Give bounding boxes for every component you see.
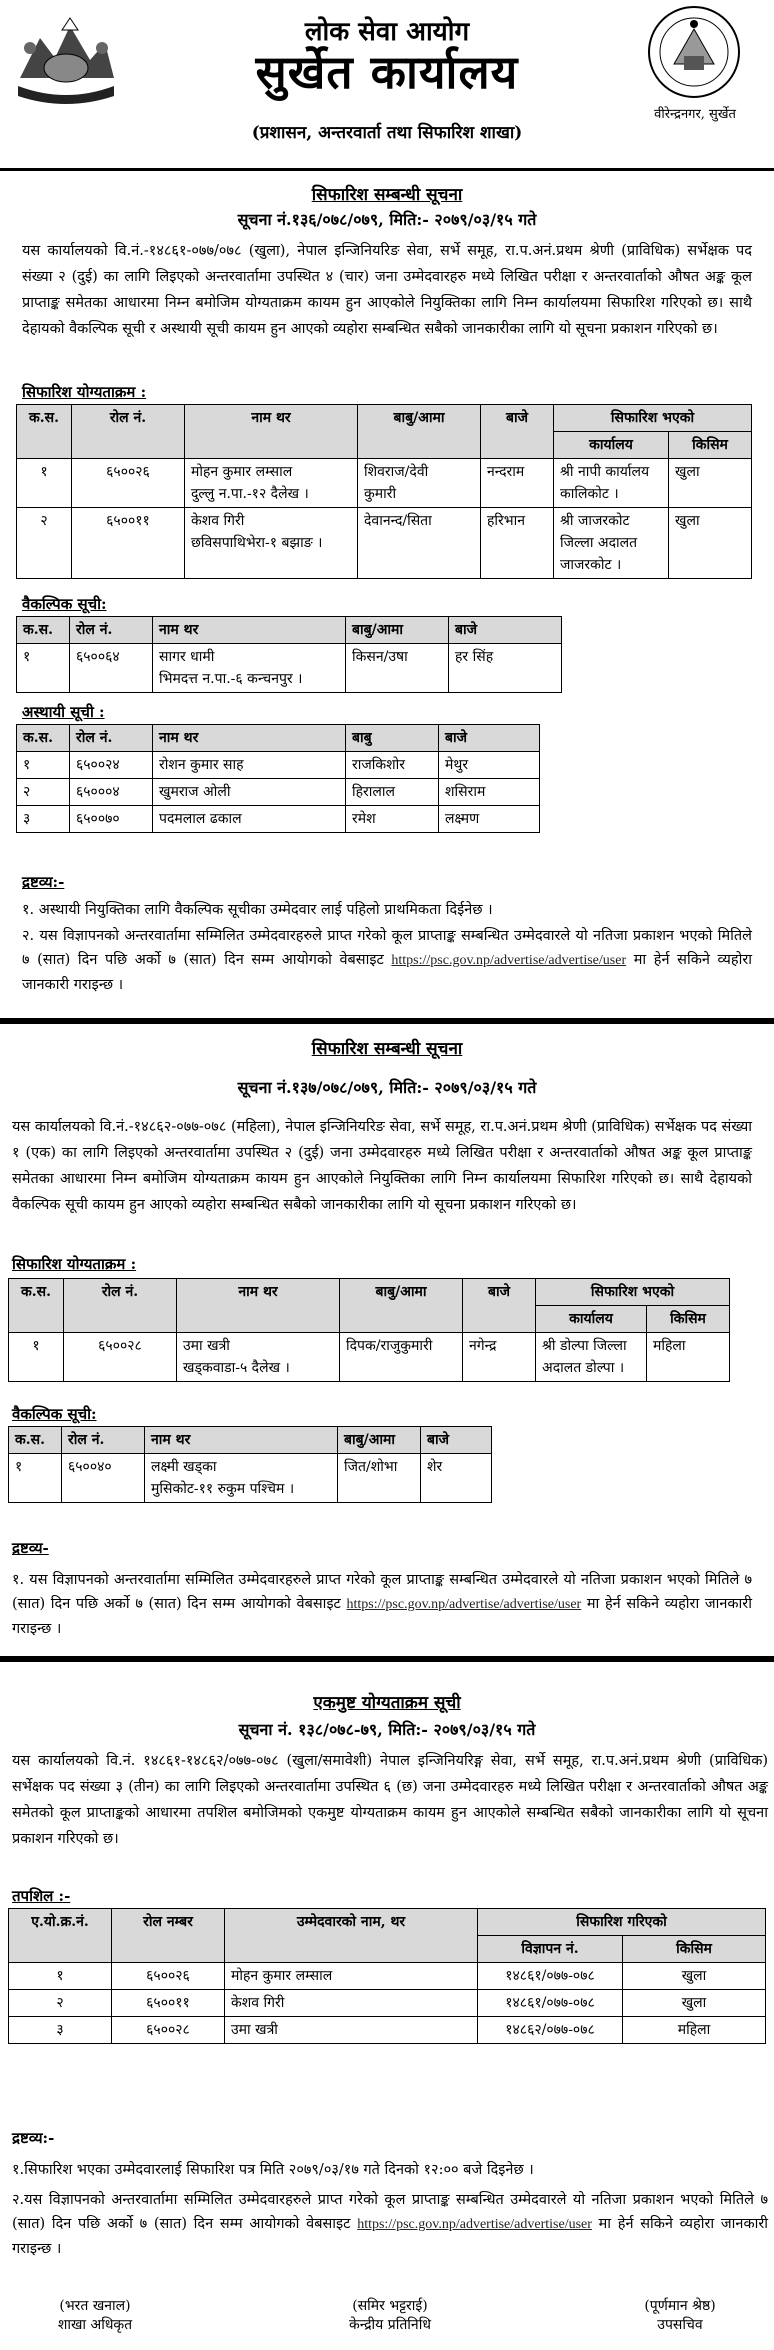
cell-sn: २ [17,508,72,579]
col-grandfather: बाजे [449,617,562,644]
signatory-role: उपसचिव [657,2317,703,2333]
cell-sn: २ [9,1990,112,2017]
psc-website-link[interactable]: https://psc.gov.np/advertise/advertise/user [391,953,627,968]
cell-office [554,508,669,579]
col-type: किसिम [623,1936,766,1963]
col-parent: बाबु/आमा [358,405,481,459]
cell-parent: हिरालाल [346,779,439,806]
notice2-notes-heading: द्रष्टव्य- [12,1539,49,1557]
table-row [17,459,752,508]
cell-adv-no: १४८६१/०७७-०७८ [478,1990,623,2017]
cell-grandfather: हर सिंह [449,644,562,693]
notice3-note2 [12,2188,768,2261]
notice3-notes-heading: द्रष्टव्य:- [12,2129,55,2147]
cell-name: केशव गिरी [225,1990,478,2017]
notice3-detail-heading: तपशिल :- [12,1887,71,1905]
notice2-note1-end: मा हेर्न सकिने व्यहोरा जानकारी गराइन्छ । [12,1596,752,1637]
cell-office-line: जाजरकोट । [560,557,622,573]
notice2-alt-table [8,1426,492,1503]
table-row [17,779,540,806]
col-name: नाम थर [185,405,358,459]
col-sn: क.स. [9,1427,62,1454]
notice2-alt-heading: वैकल्पिक सूची: [12,1405,97,1423]
notice1-temp-heading: अस्थायी सूची : [22,703,105,721]
office-location: वीरेन्द्रनगर, सुर्खेत [654,107,736,122]
notice3-paragraph: यस कार्यालयको वि.नं. १४८६१-१४८६२/०७७-०७८ (खुला/समावेशी) नेपाल इन्जिनियरिङ्ग सेवा, सर्भे समूह, रा.प.अनं.प्रथम श्रेणी (प्राविधिक) सर्भेक्षक पद संख्या ३ (तीन) का लागि लिइएको अन्तरवार्तामा उपस्थित ६ (छ) जना उम्मेदवारहरु मध्ये लिखित परीक्षा र अन्तरवार्ताको औषत अङ्क समेतको कूल प्राप्ताङ्कको आधारमा तपशिल बमोजिमको एकमुष्ट योग्यताक्रम कायम हुन आएकोले सम्बन्धित सबैको जानकारीका लागि यो सूचना प्रकाशन गरिएको छ। [12,1753,768,1847]
notice2-number: सूचना नं.१३७/०७८/०७९, मिति:- २०७९/०३/१५ गते [237,1078,537,1097]
cell-office-line: श्री नापी कार्यालय [560,464,650,480]
signature-block [310,2296,470,2334]
cell-roll: ६५००११ [72,508,185,579]
org-name: लोक सेवा आयोग [304,17,470,47]
cell-roll: ६५००२४ [70,752,153,779]
notice2-note1-text: १. यस विज्ञापनको अन्तरवार्तामा सम्मिलित उम्मेदवारहरुले प्राप्त गरेको कूल प्राप्ताङ्क सम्बन्धित उम्मेदवारले यो नतिजा प्रकाशन भएको मितिले ७ (सात) दिन पछि अर्को ७ (सात) दिन सम्म आयोगको वेबसाइट [12,1572,752,1612]
psc-website-link[interactable]: https://psc.gov.np/advertise/advertise/user [357,2217,592,2232]
cell-parent-line: शिवराज/देवी [364,464,429,480]
notice1-temp-table [16,724,540,833]
table-row [9,1963,766,1990]
col-roll: रोल नं. [62,1427,145,1454]
col-name: नाम थर [153,725,346,752]
col-recommended: सिफारिश भएको [554,405,752,432]
cell-office-line: श्री जाजरकोट [560,513,630,529]
col-type: किसिम [669,432,752,459]
notice3-number: सूचना नं. १३८/०७८-७९, मिति:- २०७९/०३/१५ गते [238,1720,536,1739]
cell-parent: किसन/उषा [346,644,449,693]
notice1-merit-heading: सिफारिश योग्यताक्रम : [22,383,147,401]
col-sn: ए.यो.क्र.नं. [9,1909,112,1963]
cell-parent-line: कुमारी [364,486,397,502]
cell-sn: १ [17,459,72,508]
cell-name: खुमराज ओली [153,779,346,806]
cell-sn: १ [9,1454,62,1503]
cell-sn: १ [9,1333,64,1382]
notice2-merit-table [8,1278,730,1382]
table-row [17,806,540,833]
col-name: नाम थर [177,1279,340,1333]
notice1-note2 [22,924,752,997]
cell-sn: १ [9,1963,112,1990]
notice3-note2-end: मा हेर्न सकिने व्यहोरा जानकारी गराइन्छ । [12,2216,769,2257]
cell-sn: १ [17,644,70,693]
cell-name-line: लक्ष्मी खड्का [151,1459,217,1475]
cell-roll: ६५००२८ [64,1333,177,1382]
cell-office [554,459,669,508]
cell-adv-no: १४८६२/०७७-०७८ [478,2017,623,2044]
col-adv-no: विज्ञापन नं. [478,1936,623,1963]
signatory-name: (समिर भट्टराई) [352,2298,428,2314]
cell-name-line: केशव गिरी [191,513,245,529]
notice3-note1: १.सिफारिश भएका उम्मेदवारलाई सिफारिश पत्र मिति २०७९/०३/१७ गते दिनको १२:०० बजे दिइनेछ । [12,2162,534,2178]
notice3-note2-text: २.यस विज्ञापनको अन्तरवार्तामा सम्मिलित उम्मेदवारहरुले प्राप्त गरेको कूल प्राप्ताङ्क सम्बन्धित उम्मेदवारले यो नतिजा प्रकाशन भएको मितिले ७ (सात) दिन पछि अर्को ७ (सात) दिन सम्म आयोगको वेबसाइट [12,2192,768,2232]
col-sn: क.स. [17,405,72,459]
notice1-paragraph: यस कार्यालयको वि.नं.-१४८६१-०७७/०७८ (खुला), नेपाल इन्जिनियरिङ सेवा, सर्भे समूह, रा.प.अनं.प्रथम श्रेणी (प्राविधिक) सर्भेक्षक पद संख्या २ (दुई) का लागि लिइएको अन्तरवार्तामा उपस्थित ४ (चार) जना उम्मेदवारहरु मध्ये लिखित परीक्षा र अन्तरवार्ताको औषत अङ्क कूल प्राप्ताङ्क समेतका आधारमा निम्न बमोजिम योग्यताक्रम कायम हुन आएकोले नियुक्तिका लागि निम्न कार्यालयमा सिफारिश गरिएको छ। साथै देहायको वैकल्पिक सूची र अस्थायी सूची कायम हुन आएको व्यहोरा सम्बन्धित सबैको जानकारीका लागि यो सूचना प्रकाशन गरिएको छ। [22,243,752,337]
cell-roll: ६५००२६ [112,1963,225,1990]
cell-grandfather: नन्दराम [481,459,554,508]
cell-address-line: भिमदत्त न.पा.-६ कन्चनपुर । [159,671,303,687]
col-sn: क.स. [17,725,70,752]
col-sn: क.स. [9,1279,64,1333]
col-grandfather: बाजे [481,405,554,459]
notice2-title: सिफारिश सम्बन्धी सूचना [311,1039,463,1059]
cell-parent: रमेश [346,806,439,833]
psc-logo [644,4,744,100]
col-grandfather: बाजे [439,725,540,752]
col-recommended: सिफारिश गरिएको [478,1909,766,1936]
cell-adv-no: १४८६१/०७७-०७८ [478,1963,623,1990]
cell-grandfather: लक्ष्मण [439,806,540,833]
cell-roll: ६५००२६ [72,459,185,508]
notice1-notes-heading: द्रष्टव्य:- [22,873,65,891]
notice1-note2-end: मा हेर्न सकिने व्यहोरा जानकारी गराइन्छ । [22,952,753,993]
col-name: नाम थर [145,1427,338,1454]
col-roll: रोल नं. [72,405,185,459]
cell-address-line: छविसपाथिभेरा-१ बझाङ । [191,535,323,551]
cell-address-line: दुल्लु न.पा.-१२ दैलेख । [191,486,309,502]
cell-name-line: सागर धामी [159,649,215,665]
cell-office-line: श्री डोल्पा जिल्ला [542,1338,627,1354]
cell-parent: राजकिशोर [346,752,439,779]
cell-office-line: जिल्ला अदालत [560,535,638,551]
cell-name-line: उमा खत्री [183,1338,230,1354]
emblem-icon [10,8,122,106]
col-name: उम्मेदवारको नाम, थर [225,1909,478,1963]
signature-block [20,2296,170,2334]
cell-sn: ३ [17,806,70,833]
cell-name-line: मोहन कुमार लम्साल [191,464,293,480]
cell-parent: देवानन्द/सिता [358,508,481,579]
notice2-paragraph: यस कार्यालयको वि.नं.-१४८६२-०७७-०७८ (महिला), नेपाल इन्जिनियरिङ सेवा, सर्भे समूह, रा.प.अनं.प्रथम श्रेणी (प्राविधिक) सर्भेक्षक पद संख्या १ (एक) का लागि लिइएको अन्तरवार्तामा उपस्थित २ (दुई) जना उम्मेदवारहरु मध्ये लिखित परीक्षा र अन्तरवार्ताको औषत अङ्क कूल प्राप्ताङ्क समेतका आधारमा निम्न बमोजिम योग्यताक्रम कायम हुन आएकोले नियुक्तिका लागि निम्न कार्यालयमा सिफारिश गरिएको छ। साथै देहायको वैकल्पिक सूची कायम हुन आएको व्यहोरा सम्बन्धित सबैको जानकारीका लागि यो सूचना प्रकाशन गरिएको छ। [12,1119,752,1213]
col-sn: क.स. [17,617,70,644]
nepal-emblem [10,8,122,106]
col-recommended: सिफारिश भएको [536,1279,730,1306]
cell-type: खुला [669,459,752,508]
cell-grandfather: हरिभान [481,508,554,579]
notice2-merit-heading: सिफारिश योग्यताक्रम : [12,1255,137,1273]
notice2-note1 [12,1568,752,1641]
cell-type: खुला [669,508,752,579]
col-type: किसिम [647,1306,730,1333]
table-row [17,508,752,579]
table-row [17,752,540,779]
cell-grandfather: मेथुर [439,752,540,779]
col-parent: बाबु/आमा [346,617,449,644]
cell-office [536,1333,647,1382]
col-office: कार्यालय [536,1306,647,1333]
notice1-merit-table [16,404,752,579]
psc-seal-icon [644,4,744,100]
cell-type: खुला [623,1990,766,2017]
col-parent: बाबु/आमा [338,1427,421,1454]
cell-name [177,1333,340,1382]
table-row [17,644,562,693]
cell-roll: ६५००६४ [70,644,153,693]
signatory-name: (पूर्णमान श्रेष्ठ) [644,2298,716,2314]
col-parent: बाबु/आमा [340,1279,463,1333]
section-divider [0,1656,774,1662]
cell-name: मोहन कुमार लम्साल [225,1963,478,1990]
cell-name [185,459,358,508]
cell-name: रोशन कुमार साह [153,752,346,779]
table-row [9,1333,730,1382]
cell-roll: ६५०००४ [70,779,153,806]
cell-grandfather: नगेन्द्र [463,1333,536,1382]
section-divider [0,1018,774,1024]
col-grandfather: बाजे [463,1279,536,1333]
table-row [9,2017,766,2044]
cell-type: महिला [647,1333,730,1382]
cell-address-line: मुसिकोट-११ रुकुम पश्चिम । [151,1481,295,1497]
table-row [9,1454,492,1503]
cell-roll: ६५००११ [112,1990,225,2017]
cell-parent [358,459,481,508]
cell-grandfather: शसिराम [439,779,540,806]
notice3-title: एकमुष्ट योग्यताक्रम सूची [313,1693,461,1713]
cell-type: महिला [623,2017,766,2044]
signatory-role: केन्द्रीय प्रतिनिधि [349,2317,431,2333]
cell-parent: दिपक/राजुकुमारी [340,1333,463,1382]
cell-sn: १ [17,752,70,779]
cell-name: उमा खत्री [225,2017,478,2044]
col-roll: रोल नं. [70,725,153,752]
col-parent: बाबु [346,725,439,752]
cell-roll: ६५००४० [62,1454,145,1503]
branch-name: (प्रशासन, अन्तरवार्ता तथा सिफारिश शाखा) [251,123,523,143]
notice1-note2-text: २. यस विज्ञापनको अन्तरवार्तामा सम्मिलित उम्मेदवारहरुले प्राप्त गरेको कूल प्राप्ताङ्क सम्बन्धित उम्मेदवारले यो नतिजा प्रकाशन भएको मितिले ७ (सात) दिन पछि अर्को ७ (सात) दिन सम्म आयोगको वेबसाइट [22,928,752,968]
cell-name: पदमलाल ढकाल [153,806,346,833]
notice1-title: सिफारिश सम्बन्धी सूचना [311,185,463,205]
signature-block [600,2296,760,2334]
col-roll: रोल नं. [64,1279,177,1333]
psc-website-link[interactable]: https://psc.gov.np/advertise/advertise/user [346,1597,582,1612]
col-name: नाम थर [153,617,346,644]
cell-address-line: खड्कवाडा-५ दैलेख । [183,1360,290,1376]
col-office: कार्यालय [554,432,669,459]
cell-name [153,644,346,693]
notice1-number: सूचना नं.१३६/०७८/०७९, मिति:- २०७९/०३/१५ गते [237,210,537,229]
cell-grandfather: शेर [421,1454,492,1503]
cell-roll: ६५००२८ [112,2017,225,2044]
office-name: सुर्खेत कार्यालय [255,45,519,99]
cell-parent: जित/शोभा [338,1454,421,1503]
table-row [9,1990,766,2017]
col-roll: रोल नम्बर [112,1909,225,1963]
cell-sn: २ [17,779,70,806]
notice3-table [8,1908,766,2044]
cell-office-line: अदालत डोल्पा । [542,1360,625,1376]
notice1-alt-heading: वैकल्पिक सूची: [22,595,107,613]
cell-name [185,508,358,579]
cell-roll: ६५००७० [70,806,153,833]
cell-type: खुला [623,1963,766,1990]
signatory-name: (भरत खनाल) [59,2298,131,2314]
cell-name [145,1454,338,1503]
col-grandfather: बाजे [421,1427,492,1454]
cell-office-line: कालिकोट । [560,486,619,502]
header-divider [0,168,774,171]
signatory-role: शाखा अधिकृत [57,2317,133,2333]
col-roll: रोल नं. [70,617,153,644]
notice1-note1: १. अस्थायी नियुक्तिका लागि वैकल्पिक सूचीका उम्मेदवार लाई पहिलो प्राथमिकता दिईनेछ । [22,902,493,918]
cell-sn: ३ [9,2017,112,2044]
notice1-alt-table [16,616,562,693]
